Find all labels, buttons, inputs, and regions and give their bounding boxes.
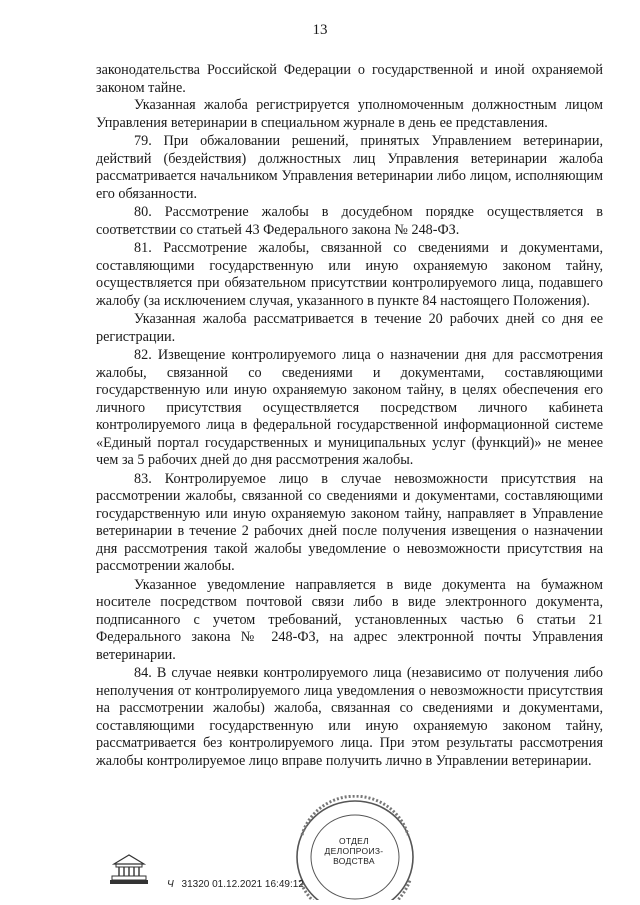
paragraph: Указанная жалоба рассматривается в течение 20 рабочих дней со дня ее регистрации. bbox=[96, 311, 603, 345]
paragraph: 84. В случае неявки контролируемого лица (независимо от получения либо неполучения от контролируемого лица уведомления о невозможности присутствия на рассмотрении жалобы) жалоба, связанная со сведениями и документами, составляющими государственную или иную охраняемую законом тайну, рассматривается без контролируемого лица. При этом результаты рассмотрения жалобы контролируемое лицо вправе получить лично в Управлении ветеринарии. bbox=[96, 665, 603, 769]
document-footer bbox=[167, 879, 304, 890]
document-body bbox=[96, 62, 603, 770]
organization-emblem-icon bbox=[108, 852, 150, 886]
paragraph: законодательства Российской Федерации о государственной и иной охраняемой законом тайне. bbox=[96, 62, 603, 96]
document-registration-info: 31320 01.12.2021 16:49:12 bbox=[181, 879, 304, 890]
stamp-line: ДЕЛОПРОИЗ- bbox=[324, 846, 384, 856]
paragraph: 83. Контролируемое лицо в случае невозможности присутствия на рассмотрении жалобы, связанной со сведениями и документами, составляющими государственную или иную охраняемую законом тайну, направляет в Управление ветеринарии в течение 2 рабочих дней после получения извещения о назначении дня рассмотрения такой жалобы уведомление о невозможности присутствия на рассмотрении жалобы. bbox=[96, 470, 603, 574]
paragraph: 80. Рассмотрение жалобы в досудебном порядке осуществляется в соответствии со статьей 43 Федерального закона № 248-ФЗ. bbox=[96, 204, 603, 238]
page-number: 13 bbox=[312, 22, 328, 38]
footer-mark: Ч bbox=[167, 879, 174, 890]
paragraph: 81. Рассмотрение жалобы, связанной со сведениями и документами, составляющими государственную или иную охраняемую законом тайну, осуществляется при обязательном присутствии контролируемого лица, подавшего жалобу (за исключением случая, указанного в пункте 84 настоящего Положения). bbox=[96, 240, 603, 309]
stamp-line: ОТДЕЛ bbox=[338, 836, 370, 846]
stamp-line: ВОДСТВА bbox=[333, 856, 375, 866]
paragraph: 79. При обжаловании решений, принятых Управлением ветеринарии, действий (бездействия) должностных лиц Управления ветеринарии жалоба рассматривается начальником Управления ветеринарии либо лицом, исполняющим его обязанности. bbox=[96, 133, 603, 202]
paragraph: Указанная жалоба регистрируется уполномоченным должностным лицом Управления ветеринарии в специальном журнале в день ее представления. bbox=[96, 97, 603, 131]
paragraph: 82. Извещение контролируемого лица о назначении дня для рассмотрения жалобы, связанной со сведениями и документами, составляющими государственную или иную охраняемую законом тайну, в целях обеспечения его личного присутствия осуществляется посредством личного кабинета контролируемого лица в федеральной государственной информационной системе «Единый портал государственных и муниципальных услуг (функций)» не менее чем за 5 рабочих дней до дня рассмотрения жалобы. bbox=[96, 347, 603, 468]
paragraph: Указанное уведомление направляется в виде документа на бумажном носителе посредством почтовой связи либо в виде электронного документа, подписанного с учетом требований, установленных частью 6 статьи 21 Федерального закона № 248-ФЗ, на адрес электронной почты Управления ветеринарии. bbox=[96, 576, 603, 663]
stamp-label bbox=[320, 836, 388, 866]
